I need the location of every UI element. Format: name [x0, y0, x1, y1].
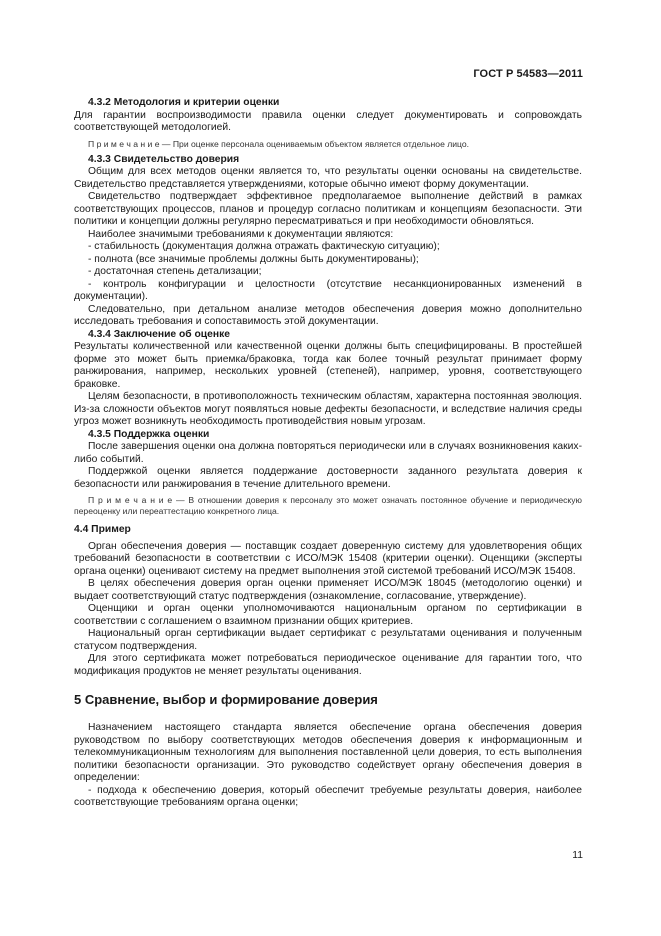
paragraph: В целях обеспечения доверия орган оценки применяет ИСО/МЭК 18045 (методологию оценки) и выдает соответствующий статус подтверждения (ознакомление, согласование, утверждение). — [74, 578, 582, 602]
paragraph: Поддержкой оценки является поддержание достоверности заданного результата доверия к безопасности или ранжирования в течение длительного времени. — [74, 466, 582, 490]
section-5-title: 5 Сравнение, выбор и формирование доверия — [74, 692, 378, 707]
paragraph: Наиболее значимыми требованиями к документации являются: — [88, 228, 394, 240]
list-item: - подхода к обеспечению доверия, который обеспечит требуемые результаты доверия, наиболее соответствующие требованиям органа оценки; — [74, 784, 582, 808]
page-number: 11 — [572, 850, 583, 861]
paragraph: Назначением настоящего стандарта является обеспечение органа обеспечения доверия руководством по выбору соответствующих методов обеспечения доверия к информационным и телекоммуникационным технологиям для выполнения поставленной цели доверия, то есть выполнения политики безопасности организации. Это руководство содействует органу обеспечения доверия в определении: — [74, 722, 582, 783]
paragraph: Следовательно, при детальном анализе методов обеспечения доверия можно дополнительно исследовать требования и сопоставимость этой документации. — [74, 303, 582, 327]
list-item: - достаточная степень детализации; — [88, 266, 262, 277]
note: П р и м е ч а н и е — В отношении доверия к персоналу это может означать постоянное обучение и периодическую переоценку или переаттестацию конкретного лица. — [74, 495, 582, 516]
paragraph: Общим для всех методов оценки является то, что результаты оценки основаны на свидетельстве. Свидетельство представляется утверждениями, которые обычно имеют форму документации. — [74, 166, 582, 190]
paragraph: Национальный орган сертификации выдает сертификат с результатами оценивания и полученным статусом подтверждения. — [74, 628, 582, 652]
section-4-3-2-title: 4.3.2 Методология и критерии оценки — [88, 97, 280, 108]
paragraph: Для этого сертификата может потребоваться периодическое оценивание для гарантии того, что модификация продуктов не меняет результаты оценивания. — [74, 653, 582, 677]
list-item: - контроль конфигурации и целостности (отсутствие несанкционированных изменений в документации). — [74, 278, 582, 302]
paragraph: Для гарантии воспроизводимости правила оценки следует документировать и сопровождать соответствующей методологией. — [74, 109, 582, 133]
paragraph: Целям безопасности, в противоположность техническим областям, характерна постоянная эволюция. Из-за сложности объектов могут появляться новые дефекты безопасности, и вследствие наличия среды угроз может возникнуть необходимость противодействия новым угрозам. — [74, 391, 582, 427]
list-item: - стабильность (документация должна отражать фактическую ситуацию); — [88, 241, 440, 252]
section-4-3-5-title: 4.3.5 Поддержка оценки — [88, 428, 210, 440]
document-body — [74, 97, 582, 810]
paragraph: Оценщики и орган оценки уполномочиваются национальным органом по сертификации в соответствии с соглашением о взаимном признании общих критериев. — [74, 603, 582, 627]
note: П р и м е ч а н и е — При оценке персонала оцениваемым объектом является отдельное лицо. — [88, 138, 470, 149]
paragraph: Результаты количественной или качественной оценки должны быть специфицированы. В простейшей форме это может быть приемка/браковка, тогда как более точный результат принимает форму ранжирования, например, нескольких уровней (степеней), например, уровня, соответствующего браковке. — [74, 341, 582, 390]
paragraph: Свидетельство подтверждает эффективное предполагаемое выполнение действий в рамках соответствующих процессов, планов и процедур согласно политикам и концепциям безопасности. Эти политики и концепции должны регулярно пересматриваться и при необходимости обновляться. — [74, 191, 582, 227]
section-4-3-4-title: 4.3.4 Заключение об оценке — [88, 328, 230, 340]
paragraph: После завершения оценки она должна повторяться периодически или в случаях возникновения каких-либо событий. — [74, 441, 582, 465]
section-4-3-3-title: 4.3.3 Свидетельство доверия — [88, 153, 240, 165]
section-4-4-title: 4.4 Пример — [74, 524, 131, 535]
document-id: ГОСТ Р 54583—2011 — [473, 68, 583, 80]
list-item: - полнота (все значимые проблемы должны быть документированы); — [88, 253, 419, 265]
paragraph: Орган обеспечения доверия — поставщик создает доверенную систему для удовлетворения общих требований безопасности в соответствии с ИСО/МЭК 15408 (критерии оценки). Оценщики (эксперты органа оценки) оценивают систему на предмет выполнения этой системой требований ИСО/МЭК 15408. — [74, 540, 582, 577]
